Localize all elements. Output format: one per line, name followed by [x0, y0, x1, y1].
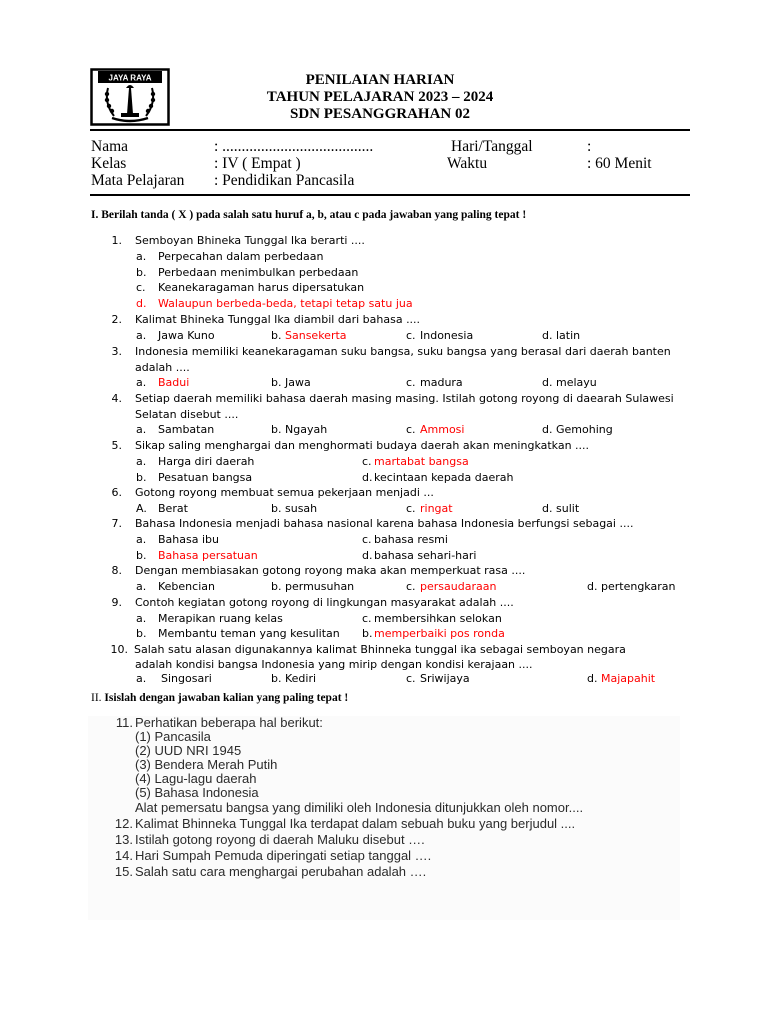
question-text: adalah kondisi bangsa Indonesia yang mirip dengan kondisi kerajaan ....: [135, 658, 533, 671]
option-text: Indonesia: [420, 329, 474, 342]
question-text: Setiap daerah memiliki bahasa daerah masing masing. Istilah gotong royong di daearah Sulawesi: [135, 392, 674, 405]
waktu-value: : 60 Menit: [587, 155, 652, 172]
question-text: Perhatikan beberapa hal berikut:: [135, 715, 323, 730]
question-number: 13.: [114, 832, 133, 847]
header-title-line3: SDN PESANGGRAHAN 02: [289, 106, 470, 122]
identity-divider: [90, 194, 690, 196]
option-label: d.: [542, 376, 553, 389]
option-text: Berat: [158, 502, 188, 515]
mapel-value: : Pendidikan Pancasila: [214, 172, 355, 189]
question-text: Contoh kegiatan gotong royong di lingkungan masyarakat adalah ....: [135, 596, 514, 609]
question-number: 14.: [114, 848, 133, 863]
option-label: b.: [136, 266, 147, 279]
answer-key-text: ringat: [420, 502, 453, 515]
list-item: (4) Lagu-lagu daerah: [135, 771, 257, 786]
option-label: c.: [136, 281, 146, 294]
question-number: 8.: [111, 564, 122, 577]
option-label: b.: [136, 627, 147, 640]
question-text: Sikap saling menghargai dan menghormati budaya daerah akan meningkatkan ....: [135, 439, 590, 452]
answer-key-text: Sansekerta: [285, 329, 347, 342]
option-label: b.: [271, 672, 282, 685]
option-text: Jawa Kuno: [158, 329, 215, 342]
option-label: c.: [406, 502, 416, 515]
option-text: susah: [285, 502, 318, 515]
option-text: bahasa sehari-hari: [374, 549, 477, 562]
option-text: Singosari: [161, 672, 212, 685]
option-text: melayu: [556, 376, 597, 389]
option-label: c.: [406, 423, 416, 436]
question-text: Dengan membiasakan gotong royong maka akan memperkuat rasa ....: [135, 564, 526, 577]
option-label: a.: [136, 580, 147, 593]
question-text: Salah satu cara menghargai perubahan adalah ….: [135, 864, 427, 879]
option-label: b.: [271, 329, 282, 342]
option-label: a.: [136, 612, 147, 625]
option-label: a.: [136, 672, 147, 685]
option-text: Jawa: [285, 376, 311, 389]
option-label: b.: [271, 580, 282, 593]
question-text: Kalimat Bhineka Tunggal Ika diambil dari bahasa ....: [135, 313, 421, 326]
question-text: Kalimat Bhinneka Tunggal Ika terdapat dalam sebuah buku yang berjudul ....: [135, 816, 576, 831]
section2-title: Isislah dengan jawaban kalian yang paling tepat !: [104, 692, 349, 704]
option-label: d.: [587, 672, 598, 685]
option-text: Kebencian: [158, 580, 215, 593]
option-label: d.: [542, 423, 553, 436]
answer-key-text: Bahasa persatuan: [158, 549, 258, 562]
header-title-line1: PENILAIAN HARIAN: [305, 72, 455, 88]
option-text: Kediri: [285, 672, 317, 685]
option-label: d.: [542, 329, 553, 342]
option-label: a.: [136, 423, 147, 436]
question-text: Bahasa Indonesia menjadi bahasa nasional karena bahasa Indonesia berfungsi sebagai ....: [135, 517, 634, 530]
option-label: a.: [136, 455, 147, 468]
nama-value: : .......................................: [214, 138, 374, 155]
option-text: Gemohing: [556, 423, 613, 436]
question-text: Istilah gotong royong di daerah Maluku disebut ….: [135, 832, 425, 847]
option-label: a.: [136, 376, 147, 389]
logo-banner-text: JAYA RAYA: [108, 73, 152, 83]
option-label: c.: [406, 672, 416, 685]
question-number: 9.: [111, 596, 122, 609]
option-label: c.: [362, 612, 372, 625]
header-title-line2: TAHUN PELAJARAN 2023 – 2024: [266, 89, 494, 105]
kelas-label: Kelas: [91, 155, 127, 172]
question-number: 10.: [110, 643, 128, 656]
option-text: Keanekaragaman harus dipersatukan: [158, 281, 365, 294]
option-text: membersihkan selokan: [374, 612, 502, 625]
option-text: Sambatan: [158, 423, 215, 436]
option-label: c.: [406, 376, 416, 389]
option-text: pertengkaran: [601, 580, 676, 593]
question-text: Indonesia memiliki keanekaragaman suku bangsa, suku bangsa yang berasal dari daerah banten: [135, 345, 671, 358]
question-number: 5.: [111, 439, 122, 452]
kelas-value: : IV ( Empat ): [214, 155, 301, 172]
option-label: d.: [136, 297, 147, 310]
option-text: Bahasa ibu: [158, 533, 219, 546]
section2-numeral: II.: [91, 692, 102, 704]
option-text: Pesatuan bangsa: [158, 471, 253, 484]
question-number: 7.: [111, 517, 122, 530]
question-number: 6.: [111, 486, 122, 499]
option-label: d.: [542, 502, 553, 515]
option-label: b.: [271, 423, 282, 436]
section2-heading: [91, 692, 348, 704]
answer-key-text: martabat bangsa: [374, 455, 469, 468]
answer-key-text: persaudaraan: [420, 580, 497, 593]
option-text: Harga diri daerah: [158, 455, 255, 468]
option-label: d.: [362, 549, 373, 562]
option-label: c.: [362, 533, 372, 546]
option-text: Sriwijaya: [420, 672, 470, 685]
answer-key-text: Majapahit: [601, 672, 656, 685]
hari-label: Hari/Tanggal: [451, 138, 533, 155]
option-label: b.: [271, 376, 282, 389]
option-text: madura: [420, 376, 463, 389]
nama-label: Nama: [91, 138, 129, 155]
question-number: 1.: [111, 234, 122, 247]
option-label: a.: [136, 533, 147, 546]
list-item: (1) Pancasila: [135, 729, 211, 744]
question-text: adalah ....: [135, 361, 190, 374]
option-text: bahasa resmi: [374, 533, 448, 546]
option-text: Perbedaan menimbulkan perbedaan: [158, 266, 359, 279]
question-number: 4.: [111, 392, 122, 405]
option-label: b.: [136, 549, 147, 562]
question-number: 11.: [115, 715, 133, 730]
mapel-label: Mata Pelajaran: [91, 172, 185, 189]
question-text: Hari Sumpah Pemuda diperingati setiap tanggal ….: [135, 848, 432, 863]
section1-title: I. Berilah tanda ( X ) pada salah satu huruf a, b, atau c pada jawaban yang paling tepat !: [91, 209, 527, 221]
option-text: sulit: [556, 502, 580, 515]
option-text: Perpecahan dalam perbedaan: [158, 250, 324, 263]
header-divider: [90, 129, 690, 131]
question-text: Semboyan Bhineka Tunggal Ika berarti ....: [135, 234, 365, 247]
question-text: Selatan disebut ....: [135, 408, 239, 421]
option-label: c.: [362, 455, 372, 468]
question-text: Alat pemersatu bangsa yang dimiliki oleh Indonesia ditunjukkan oleh nomor....: [135, 800, 584, 815]
question-number: 2.: [111, 313, 122, 326]
question-text: Salah satu alasan digunakannya kalimat Bhinneka tunggal ika sebagai semboyan negara: [134, 643, 626, 656]
question-number: 3.: [111, 345, 122, 358]
answer-key-text: Badui: [158, 376, 190, 389]
option-text: permusuhan: [285, 580, 355, 593]
answer-key-text: Walaupun berbeda-beda, tetapi tetap satu jua: [158, 297, 413, 310]
question-text: Gotong royong membuat semua pekerjaan menjadi ...: [135, 486, 434, 499]
hari-value: :: [587, 138, 592, 155]
option-label: d.: [587, 580, 598, 593]
list-item: (2) UUD NRI 1945: [135, 743, 242, 758]
option-label: a.: [136, 329, 147, 342]
list-item: (3) Bendera Merah Putih: [135, 757, 278, 772]
option-text: Merapikan ruang kelas: [158, 612, 283, 625]
option-text: latin: [556, 329, 581, 342]
option-label: d.: [362, 471, 373, 484]
question-number: 12.: [114, 816, 133, 831]
option-label: b.: [136, 471, 147, 484]
option-label: c.: [406, 580, 416, 593]
option-label: a.: [136, 250, 147, 263]
option-label: c.: [406, 329, 416, 342]
option-text: kecintaan kepada daerah: [374, 471, 514, 484]
waktu-label: Waktu: [447, 155, 488, 172]
option-label: b.: [271, 502, 282, 515]
option-label: b.: [362, 627, 373, 640]
option-text: Ngayah: [285, 423, 328, 436]
option-label: A.: [136, 502, 147, 515]
school-logo: [90, 68, 170, 126]
option-text: Membantu teman yang kesulitan: [158, 627, 340, 640]
answer-key-text: memperbaiki pos ronda: [374, 627, 505, 640]
answer-key-text: Ammosi: [420, 423, 465, 436]
question-number: 15.: [114, 864, 133, 879]
list-item: (5) Bahasa Indonesia: [135, 785, 259, 800]
